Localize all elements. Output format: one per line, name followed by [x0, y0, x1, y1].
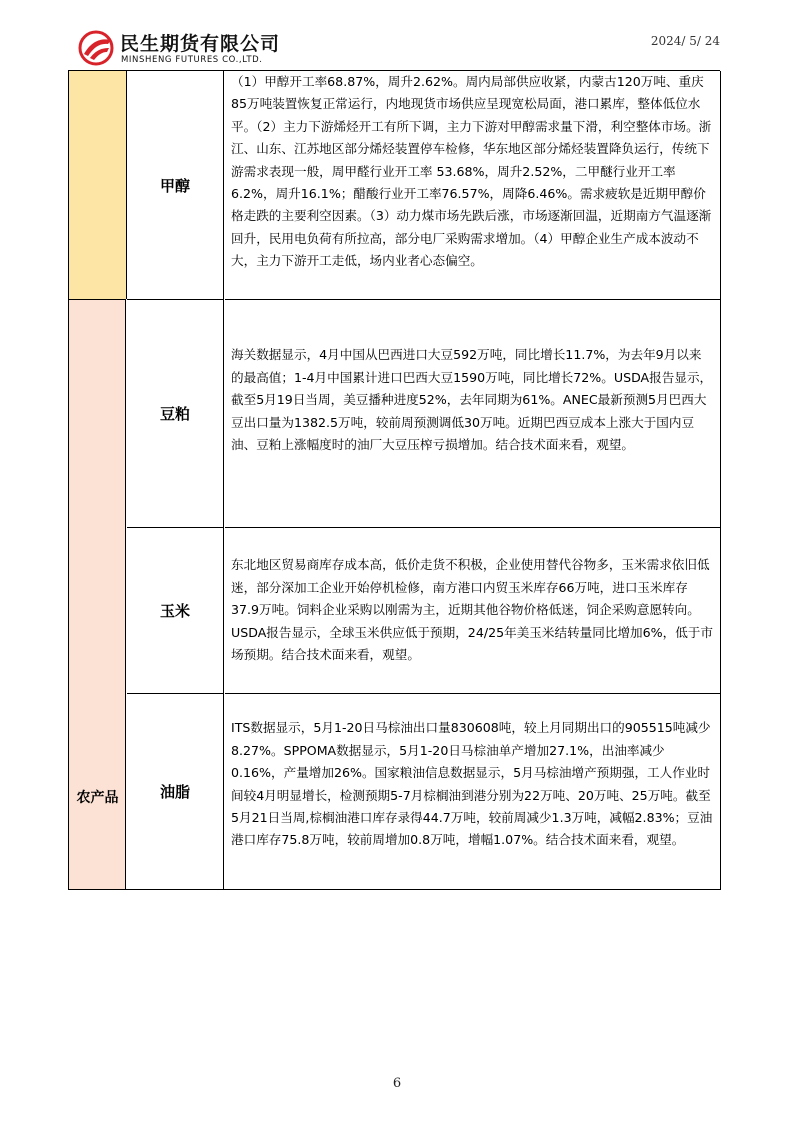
category-cell-energy-chem — [69, 71, 127, 299]
minsheng-logo-icon — [78, 30, 114, 66]
commodity-analysis — [225, 299, 720, 527]
report-date: 2024/ 5/ 24 — [650, 34, 720, 48]
commodity-name-soybean-meal: 豆粕 — [127, 299, 224, 527]
page-number: 6 — [392, 1076, 402, 1091]
page-header — [68, 22, 720, 70]
commodity-name-corn: 玉米 — [127, 527, 224, 693]
analysis-text: 海关数据显示，4月中国从巴西进口大豆592万吨，同比增长11.7%，为去年9月以来的最高值；1-4月中国累计进口巴西大豆1590万吨，同比增长72%。USDA报告显示，截至5月19日当周，美豆播种进度52%，去年同期为61%。ANEC最新预测5月巴西大豆出口量为1382.5万吨，较前周预测调低30万吨。近期巴西豆成本上涨大于国内豆油、豆粕上涨幅度时的油厂大豆压榨亏损增加。结合技术面来看，观望。 — [231, 347, 713, 453]
commodity-name-oils: 油脂 — [127, 693, 224, 889]
commodity-name-methanol: 甲醇 — [127, 71, 224, 300]
commodity-analysis — [225, 527, 720, 693]
commodity-analysis — [225, 693, 720, 889]
analysis-text: 东北地区贸易商库存成本高，低价走货不积极，企业使用替代谷物多，玉米需求依旧低迷，部分深加工企业开始停机检修，南方港口内贸玉米库存66万吨，进口玉米库存37.9万吨。饲料企业采购以刚需为主，近期其他谷物价格低迷，饲企采购意愿转向。USDA报告显示，全球玉米供应低于预期，24/25年美玉米结转量同比增加6%，低于市场预期。结合技术面来看，观望。 — [231, 557, 713, 663]
company-name-cn: 民生期货有限公司 — [120, 33, 281, 55]
analysis-text: ITS数据显示，5月1-20日马棕油出口量830608吨，较上月同期出口的905515吨减少8.27%。SPPOMA数据显示，5月1-20日马棕油单产增加27.1%，出油率减少0.16%，产量增加26%。国家粮油信息数据显示，5月马棕油增产预期强，工人作业时间较4月明显增长，检测预期5-7月棕榈油到港分别为22万吨、20万吨、25万吨。截至5月21日当周,棕榈油港口库存录得44.7万吨，较前周减少1.3万吨，减幅2.83%；豆油港口库存75.8万吨，较前周增加0.8万吨，增幅1.07%。结合技术面来看，观望。 — [231, 720, 713, 848]
commodity-table — [68, 71, 721, 890]
category-cell-agri — [69, 299, 126, 889]
commodity-analysis — [225, 71, 720, 300]
company-name-en: MINSHENG FUTURES CO.,LTD. — [121, 55, 263, 65]
category-label: 农产品 — [76, 790, 119, 806]
analysis-text: （1）甲醇开工率68.87%，周升2.62%。周内局部供应收紧，内蒙古120万吨、重庆85万吨装置恢复正常运行，内地现货市场供应呈现宽松局面，港口累库，整体低位水平。（2）主力下游烯烃开工有所下调，主力下游对甲醇需求量下滑，利空整体市场。浙江、山东、江苏地区部分烯烃装置停车检修，华东地区部分烯烃装置降负运行，传统下游需求表现一般，周甲醛行业开工率 53.68%，周升2.52%，二甲醚行业开工率 6.2%，周升16.1%；醋酸行业开工率76.57%，周降6.46%。需求疲软是近期甲醇价格走跌的主要利空因素。（3）动力煤市场先跌后涨，市场逐渐回温，近期南方气温逐渐回升，民用电负荷有所拉高，部分电厂采购需求增加。（4）甲醇企业生产成本波动不大，主力下游开工走低，场内业者心态偏空。 — [231, 74, 712, 269]
